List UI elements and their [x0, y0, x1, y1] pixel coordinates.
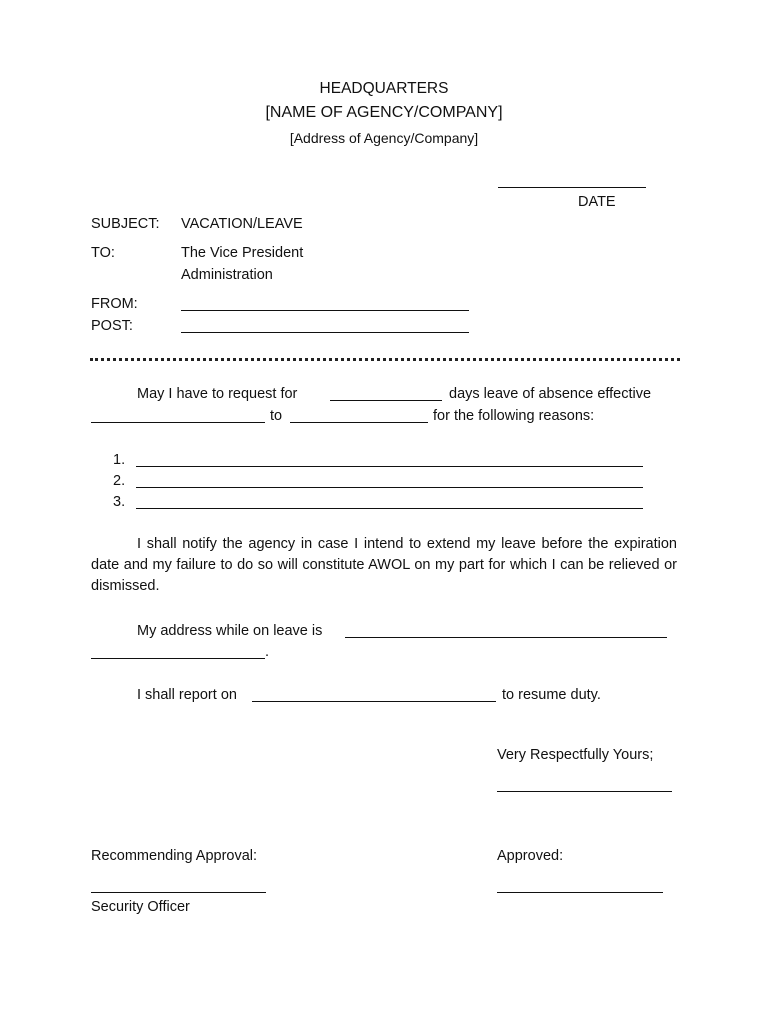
report-end: to resume duty. [502, 687, 601, 703]
report-date-blank[interactable] [252, 688, 496, 702]
to-label: TO: [91, 245, 115, 261]
reason-number-1: 1. [113, 452, 126, 468]
dotted-separator [90, 358, 680, 361]
header-title: HEADQUARTERS [319, 80, 449, 97]
report-label: I shall report on [137, 687, 237, 703]
request-to: to [270, 408, 283, 424]
approved-label: Approved: [497, 848, 564, 864]
request-text-1: May I have to request for [137, 386, 298, 402]
signature-blank[interactable] [497, 778, 672, 792]
reason-blank-2[interactable] [136, 474, 643, 488]
recommending-signature-blank[interactable] [91, 879, 266, 893]
reason-number-3: 3. [113, 494, 126, 510]
days-blank[interactable] [330, 387, 442, 401]
to-line-1: The Vice President [181, 245, 304, 261]
address-label: My address while on leave is [137, 623, 323, 639]
header-agency-address: [Address of Agency/Company] [289, 130, 479, 146]
signoff-text: Very Respectfully Yours; [497, 747, 654, 763]
reason-blank-3[interactable] [136, 495, 643, 509]
notify-paragraph: I shall notify the agency in case I intend to extend my leave before the expiration date and my failure to do so will constitute AWOL on my part for which I can be relieved or dismissed. [91, 536, 677, 594]
date-blank[interactable] [498, 174, 646, 188]
security-officer-label: Security Officer [91, 899, 190, 915]
post-blank[interactable] [181, 319, 469, 333]
address-blank-1[interactable] [345, 624, 667, 638]
recommending-approval-label: Recommending Approval: [91, 848, 258, 864]
reason-number-2: 2. [113, 473, 126, 489]
from-blank[interactable] [181, 297, 469, 311]
reason-blank-1[interactable] [136, 453, 643, 467]
effective-to-blank[interactable] [290, 409, 428, 423]
request-text-2: days leave of absence effective [449, 386, 652, 402]
subject-value: VACATION/LEAVE [181, 216, 303, 232]
date-label: DATE [578, 194, 616, 210]
to-line-2: Administration [181, 267, 273, 283]
header-agency-name: [NAME OF AGENCY/COMPANY] [265, 104, 503, 121]
effective-from-blank[interactable] [91, 409, 265, 423]
from-label: FROM: [91, 296, 138, 312]
address-end: . [265, 644, 270, 660]
address-blank-2[interactable] [91, 645, 265, 659]
request-text-3: for the following reasons: [433, 408, 595, 424]
post-label: POST: [91, 318, 133, 334]
approved-signature-blank[interactable] [497, 879, 663, 893]
subject-label: SUBJECT: [91, 216, 160, 232]
